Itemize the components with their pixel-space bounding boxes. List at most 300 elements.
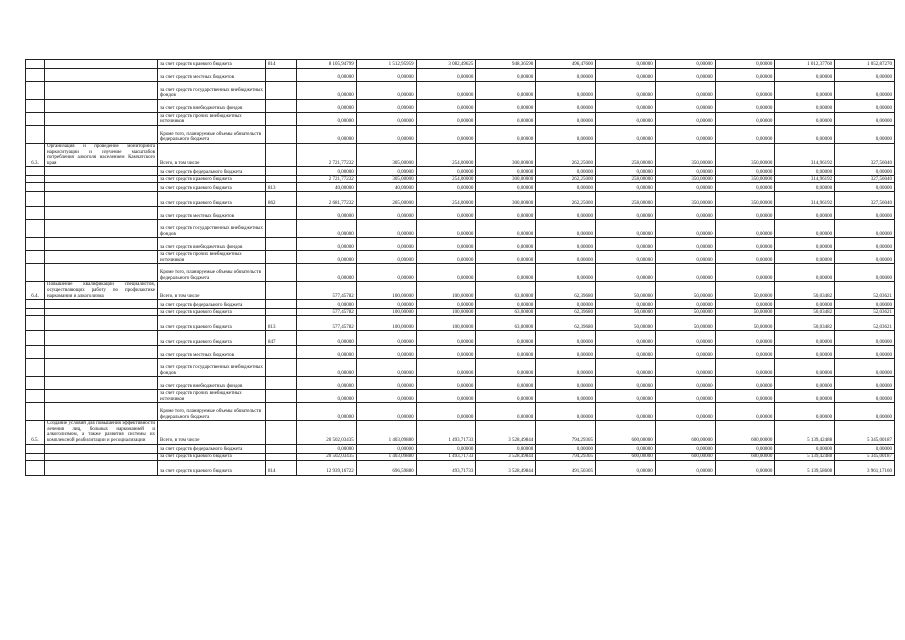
- value-cell: 0,00000: [297, 331, 357, 346]
- budget-code-cell: [266, 167, 297, 176]
- value-cell: 100,00000: [416, 316, 476, 331]
- budget-code-cell: [266, 100, 297, 113]
- value-cell: 52,03621: [835, 282, 895, 300]
- activity-name-cell: [45, 316, 158, 331]
- value-cell: 0,00000: [655, 390, 715, 403]
- value-cell: 0,00000: [356, 238, 416, 251]
- value-cell: 327,56040: [835, 176, 895, 183]
- value-cell: 0,00000: [835, 444, 895, 453]
- table-row: [26, 377, 895, 390]
- table-row: [26, 69, 895, 82]
- budget-code-cell: [266, 126, 297, 144]
- funding-source-cell: за счет средств федерального бюджета: [158, 167, 266, 176]
- value-cell: 0,00000: [356, 331, 416, 346]
- value-cell: 350,00000: [655, 144, 715, 167]
- value-cell: 0,00000: [476, 183, 536, 192]
- value-cell: 0,00000: [835, 238, 895, 251]
- value-cell: 0,00000: [775, 251, 835, 264]
- value-cell: 0,00000: [715, 403, 775, 421]
- budget-code-cell: [266, 309, 297, 316]
- funding-source-cell: за счет средств краевого бюджета: [158, 460, 266, 475]
- value-cell: 0,00000: [715, 100, 775, 113]
- value-cell: 0,00000: [715, 82, 775, 100]
- funding-source-cell: за счет средств краевого бюджета: [158, 453, 266, 460]
- budget-code-cell: [266, 359, 297, 377]
- value-cell: 258,00000: [595, 176, 655, 183]
- value-cell: 1 403,09880: [356, 453, 416, 460]
- funding-source-cell: Кроме того, планируемые объемы обязательств федерального бюджета: [158, 264, 266, 282]
- value-cell: 50,00000: [715, 316, 775, 331]
- activity-name-cell: [45, 251, 158, 264]
- value-cell: 300,00000: [476, 192, 536, 207]
- value-cell: 0,00000: [356, 377, 416, 390]
- value-cell: 0,00000: [835, 69, 895, 82]
- row-number-cell: [26, 176, 45, 183]
- value-cell: 1 052,87270: [835, 60, 895, 69]
- value-cell: 100,00000: [416, 282, 476, 300]
- activity-name-cell: [45, 444, 158, 453]
- value-cell: 0,00000: [715, 377, 775, 390]
- activity-name-cell: [45, 192, 158, 207]
- row-number-cell: [26, 207, 45, 220]
- value-cell: 0,00000: [715, 331, 775, 346]
- value-cell: 0,00000: [595, 126, 655, 144]
- value-cell: 0,00000: [536, 238, 596, 251]
- value-cell: 300,00000: [476, 144, 536, 167]
- value-cell: 0,00000: [476, 238, 536, 251]
- table-row: [26, 60, 895, 69]
- value-cell: 0,00000: [595, 390, 655, 403]
- value-cell: 50,00000: [595, 316, 655, 331]
- value-cell: 0,00000: [356, 207, 416, 220]
- budget-code-cell: [266, 251, 297, 264]
- value-cell: 2 721,77232: [297, 144, 357, 167]
- value-cell: 3 961,17160: [835, 460, 895, 475]
- value-cell: 0,00000: [297, 207, 357, 220]
- value-cell: 0,00000: [297, 403, 357, 421]
- row-number-cell: 6.4.: [26, 282, 45, 300]
- value-cell: 0,00000: [297, 220, 357, 238]
- value-cell: 50,03482: [775, 316, 835, 331]
- funding-source-cell: Кроме того, планируемые объемы обязательств федерального бюджета: [158, 403, 266, 421]
- funding-source-cell: Всего, в том числе: [158, 421, 266, 444]
- value-cell: 327,56040: [835, 192, 895, 207]
- value-cell: 0,00000: [297, 251, 357, 264]
- value-cell: 50,00000: [595, 309, 655, 316]
- value-cell: 0,00000: [775, 377, 835, 390]
- value-cell: 50,00000: [655, 309, 715, 316]
- value-cell: 600,00000: [595, 453, 655, 460]
- value-cell: 0,00000: [655, 238, 715, 251]
- value-cell: 305,00000: [356, 144, 416, 167]
- value-cell: 0,00000: [416, 238, 476, 251]
- activity-name-cell: [45, 220, 158, 238]
- value-cell: 0,00000: [476, 251, 536, 264]
- activity-name-cell: [45, 264, 158, 282]
- value-cell: 0,00000: [715, 220, 775, 238]
- value-cell: 0,00000: [416, 331, 476, 346]
- activity-name-cell: [45, 176, 158, 183]
- value-cell: 0,00000: [536, 346, 596, 359]
- activity-name-cell: [45, 100, 158, 113]
- value-cell: 0,00000: [356, 390, 416, 403]
- table-body: [26, 60, 895, 476]
- activity-name-cell: [45, 331, 158, 346]
- funding-source-cell: за счет средств краевого бюджета: [158, 183, 266, 192]
- value-cell: 50,03482: [775, 309, 835, 316]
- table-row: [26, 251, 895, 264]
- value-cell: 0,00000: [595, 69, 655, 82]
- value-cell: 0,00000: [655, 403, 715, 421]
- activity-name-cell: [45, 453, 158, 460]
- row-number-cell: [26, 192, 45, 207]
- value-cell: 0,00000: [655, 300, 715, 309]
- value-cell: 0,00000: [775, 183, 835, 192]
- value-cell: 0,00000: [715, 251, 775, 264]
- value-cell: 63,00000: [476, 316, 536, 331]
- value-cell: 0,00000: [476, 82, 536, 100]
- value-cell: 0,00000: [655, 126, 715, 144]
- value-cell: 0,00000: [835, 251, 895, 264]
- value-cell: 0,00000: [595, 167, 655, 176]
- value-cell: 0,00000: [835, 264, 895, 282]
- value-cell: 0,00000: [416, 69, 476, 82]
- row-number-cell: [26, 251, 45, 264]
- value-cell: 0,00000: [356, 403, 416, 421]
- activity-name-cell: Создание условий для повышения эффективности лечения лиц, больных наркоманией и алкоголизмом, а также развития системы их комплексной реабилитации и ресоциализации: [45, 421, 158, 444]
- value-cell: 0,00000: [835, 403, 895, 421]
- value-cell: 0,00000: [655, 359, 715, 377]
- value-cell: 0,00000: [356, 126, 416, 144]
- value-cell: 5 345,00187: [835, 421, 895, 444]
- value-cell: 600,00000: [595, 421, 655, 444]
- value-cell: 0,00000: [655, 183, 715, 192]
- value-cell: 0,00000: [775, 238, 835, 251]
- value-cell: 3 528,49844: [476, 460, 536, 475]
- value-cell: 0,00000: [715, 183, 775, 192]
- activity-name-cell: Организация и проведение мониторинга наркоситуации и изучение масштабов потребления алкоголя населением Камчатского края: [45, 144, 158, 167]
- value-cell: 0,00000: [476, 377, 536, 390]
- value-cell: 50,00000: [655, 316, 715, 331]
- value-cell: 0,00000: [476, 444, 536, 453]
- budget-code-cell: [266, 377, 297, 390]
- value-cell: 0,00000: [356, 251, 416, 264]
- value-cell: 12 939,16722: [297, 460, 357, 475]
- activity-name-cell: [45, 346, 158, 359]
- funding-source-cell: за счет средств краевого бюджета: [158, 192, 266, 207]
- funding-source-cell: за счет средств внебюджетных фондов: [158, 100, 266, 113]
- value-cell: 0,00000: [297, 444, 357, 453]
- value-cell: 0,00000: [297, 377, 357, 390]
- value-cell: 0,00000: [835, 167, 895, 176]
- activity-name-cell: [45, 403, 158, 421]
- value-cell: 0,00000: [655, 264, 715, 282]
- budget-code-cell: [266, 282, 297, 300]
- value-cell: 0,00000: [297, 346, 357, 359]
- row-number-cell: [26, 126, 45, 144]
- value-cell: 0,00000: [835, 359, 895, 377]
- value-cell: 0,00000: [356, 69, 416, 82]
- budget-code-cell: [266, 207, 297, 220]
- budget-code-cell: [266, 264, 297, 282]
- budget-code-cell: [266, 346, 297, 359]
- budget-code-cell: [266, 300, 297, 309]
- value-cell: 577,45782: [297, 316, 357, 331]
- value-cell: 0,00000: [416, 207, 476, 220]
- value-cell: 40,00000: [297, 183, 357, 192]
- value-cell: 0,00000: [476, 331, 536, 346]
- value-cell: 20 502,03435: [297, 421, 357, 444]
- value-cell: 0,00000: [416, 220, 476, 238]
- value-cell: 0,00000: [655, 377, 715, 390]
- value-cell: 0,00000: [536, 444, 596, 453]
- funding-source-cell: за счет средств краевого бюджета: [158, 60, 266, 69]
- value-cell: 0,00000: [476, 100, 536, 113]
- value-cell: 493,71733: [416, 460, 476, 475]
- activity-name-cell: [45, 377, 158, 390]
- value-cell: 314,96192: [775, 192, 835, 207]
- value-cell: 0,00000: [416, 346, 476, 359]
- funding-source-cell: за счет средств краевого бюджета: [158, 331, 266, 346]
- value-cell: 0,00000: [775, 167, 835, 176]
- value-cell: 0,00000: [356, 444, 416, 453]
- value-cell: 0,00000: [297, 167, 357, 176]
- table-row: [26, 331, 895, 346]
- value-cell: 0,00000: [595, 460, 655, 475]
- budget-code-cell: [266, 421, 297, 444]
- funding-source-cell: за счет средств краевого бюджета: [158, 316, 266, 331]
- value-cell: 0,00000: [595, 82, 655, 100]
- value-cell: 2 721,77232: [297, 176, 357, 183]
- table-row: [26, 421, 895, 444]
- table-row: [26, 390, 895, 403]
- table-row: [26, 82, 895, 100]
- value-cell: 0,00000: [655, 69, 715, 82]
- row-number-cell: [26, 183, 45, 192]
- value-cell: 63,00000: [476, 309, 536, 316]
- table-row: [26, 282, 895, 300]
- budget-code-cell: 813: [266, 316, 297, 331]
- funding-source-cell: за счет средств прочих внебюджетных источников: [158, 113, 266, 126]
- value-cell: 0,00000: [297, 113, 357, 126]
- value-cell: 0,00000: [356, 167, 416, 176]
- activity-name-cell: [45, 82, 158, 100]
- value-cell: 0,00000: [655, 113, 715, 126]
- value-cell: 0,00000: [655, 460, 715, 475]
- value-cell: 0,00000: [835, 300, 895, 309]
- value-cell: 0,00000: [715, 346, 775, 359]
- value-cell: 0,00000: [595, 100, 655, 113]
- budget-code-cell: [266, 444, 297, 453]
- value-cell: 0,00000: [416, 100, 476, 113]
- value-cell: 0,00000: [655, 331, 715, 346]
- value-cell: 0,00000: [536, 126, 596, 144]
- value-cell: 50,00000: [595, 282, 655, 300]
- value-cell: 1 012,37760: [775, 60, 835, 69]
- budget-code-cell: [266, 390, 297, 403]
- row-number-cell: [26, 346, 45, 359]
- value-cell: 0,00000: [476, 403, 536, 421]
- value-cell: 50,00000: [715, 282, 775, 300]
- funding-source-cell: Всего, в том числе: [158, 144, 266, 167]
- value-cell: 0,00000: [297, 100, 357, 113]
- value-cell: 0,00000: [715, 238, 775, 251]
- value-cell: 1 403,09880: [356, 421, 416, 444]
- value-cell: 0,00000: [715, 126, 775, 144]
- value-cell: 0,00000: [655, 100, 715, 113]
- value-cell: 0,00000: [536, 359, 596, 377]
- value-cell: 0,00000: [595, 60, 655, 69]
- value-cell: 0,00000: [715, 113, 775, 126]
- value-cell: 0,00000: [775, 220, 835, 238]
- value-cell: 0,00000: [476, 264, 536, 282]
- funding-source-cell: за счет средств краевого бюджета: [158, 309, 266, 316]
- table-row: [26, 264, 895, 282]
- value-cell: 0,00000: [536, 251, 596, 264]
- value-cell: 350,00000: [715, 192, 775, 207]
- value-cell: 0,00000: [536, 167, 596, 176]
- value-cell: 0,00000: [655, 82, 715, 100]
- row-number-cell: [26, 60, 45, 69]
- funding-source-cell: за счет средств государственных внебюджетных фондов: [158, 220, 266, 238]
- table-row: [26, 167, 895, 176]
- value-cell: 0,00000: [775, 346, 835, 359]
- value-cell: 327,56040: [835, 144, 895, 167]
- value-cell: 1 512,95959: [356, 60, 416, 69]
- table-row: [26, 176, 895, 183]
- value-cell: 0,00000: [595, 264, 655, 282]
- value-cell: 0,00000: [476, 300, 536, 309]
- value-cell: 0,00000: [416, 113, 476, 126]
- value-cell: 0,00000: [416, 264, 476, 282]
- value-cell: 52,03621: [835, 309, 895, 316]
- budget-code-cell: [266, 176, 297, 183]
- funding-source-cell: за счет средств местных бюджетов: [158, 207, 266, 220]
- value-cell: 50,00000: [655, 282, 715, 300]
- funding-source-cell: за счет средств местных бюджетов: [158, 346, 266, 359]
- value-cell: 52,03621: [835, 316, 895, 331]
- value-cell: 0,00000: [715, 444, 775, 453]
- value-cell: 0,00000: [595, 444, 655, 453]
- activity-name-cell: [45, 126, 158, 144]
- activity-name-cell: [45, 238, 158, 251]
- value-cell: 0,00000: [297, 300, 357, 309]
- activity-name-cell: [45, 167, 158, 176]
- row-number-cell: [26, 390, 45, 403]
- row-number-cell: [26, 69, 45, 82]
- value-cell: 3 528,49844: [476, 421, 536, 444]
- budget-code-cell: 814: [266, 60, 297, 69]
- value-cell: 0,00000: [775, 82, 835, 100]
- value-cell: 0,00000: [356, 82, 416, 100]
- row-number-cell: [26, 300, 45, 309]
- value-cell: 0,00000: [536, 100, 596, 113]
- value-cell: 0,00000: [416, 444, 476, 453]
- value-cell: 0,00000: [595, 113, 655, 126]
- value-cell: 0,00000: [715, 460, 775, 475]
- value-cell: 0,00000: [416, 82, 476, 100]
- value-cell: 0,00000: [595, 220, 655, 238]
- value-cell: 62,39680: [536, 309, 596, 316]
- value-cell: 350,00000: [655, 176, 715, 183]
- value-cell: 0,00000: [297, 359, 357, 377]
- value-cell: 350,00000: [655, 192, 715, 207]
- activity-name-cell: [45, 183, 158, 192]
- table-row: [26, 300, 895, 309]
- value-cell: 0,00000: [595, 346, 655, 359]
- budget-code-cell: [266, 82, 297, 100]
- value-cell: 350,00000: [715, 176, 775, 183]
- budget-code-cell: [266, 453, 297, 460]
- value-cell: 1 493,71733: [416, 421, 476, 444]
- value-cell: 0,00000: [416, 390, 476, 403]
- budget-code-cell: [266, 220, 297, 238]
- value-cell: 0,00000: [715, 167, 775, 176]
- value-cell: 0,00000: [536, 377, 596, 390]
- value-cell: 0,00000: [595, 377, 655, 390]
- value-cell: 100,00000: [356, 282, 416, 300]
- value-cell: 0,00000: [835, 113, 895, 126]
- value-cell: 0,00000: [416, 300, 476, 309]
- value-cell: 577,45782: [297, 309, 357, 316]
- value-cell: 0,00000: [655, 220, 715, 238]
- value-cell: 5 139,42488: [775, 421, 835, 444]
- value-cell: 794,29305: [536, 421, 596, 444]
- budget-code-cell: 847: [266, 331, 297, 346]
- table-row: [26, 126, 895, 144]
- value-cell: 0,00000: [476, 390, 536, 403]
- value-cell: 258,00000: [595, 144, 655, 167]
- value-cell: 0,00000: [297, 264, 357, 282]
- value-cell: 0,00000: [655, 251, 715, 264]
- value-cell: 0,00000: [715, 390, 775, 403]
- value-cell: 0,00000: [536, 69, 596, 82]
- value-cell: 600,00000: [715, 421, 775, 444]
- row-number-cell: [26, 167, 45, 176]
- value-cell: 0,00000: [835, 207, 895, 220]
- value-cell: 0,00000: [536, 183, 596, 192]
- row-number-cell: [26, 359, 45, 377]
- value-cell: 0,00000: [416, 359, 476, 377]
- value-cell: 0,00000: [356, 113, 416, 126]
- value-cell: 3 528,49844: [476, 453, 536, 460]
- value-cell: 600,00000: [715, 453, 775, 460]
- activity-name-cell: [45, 300, 158, 309]
- row-number-cell: 6.5.: [26, 421, 45, 444]
- funding-source-cell: за счет средств государственных внебюджетных фондов: [158, 359, 266, 377]
- value-cell: 0,00000: [416, 403, 476, 421]
- row-number-cell: [26, 377, 45, 390]
- value-cell: 3 082,49625: [416, 60, 476, 69]
- value-cell: 0,00000: [476, 126, 536, 144]
- value-cell: 0,00000: [536, 264, 596, 282]
- value-cell: 0,00000: [775, 126, 835, 144]
- value-cell: 0,00000: [775, 300, 835, 309]
- activity-name-cell: [45, 359, 158, 377]
- value-cell: 0,00000: [715, 69, 775, 82]
- value-cell: 62,39680: [536, 316, 596, 331]
- funding-source-cell: Кроме того, планируемые объемы обязательств федерального бюджета: [158, 126, 266, 144]
- row-number-cell: 6.3.: [26, 144, 45, 167]
- value-cell: 265,00000: [356, 192, 416, 207]
- value-cell: 0,00000: [655, 167, 715, 176]
- row-number-cell: [26, 220, 45, 238]
- value-cell: 262,25000: [536, 144, 596, 167]
- value-cell: 0,00000: [835, 377, 895, 390]
- table-row: [26, 192, 895, 207]
- value-cell: 2 681,77232: [297, 192, 357, 207]
- value-cell: 0,00000: [775, 113, 835, 126]
